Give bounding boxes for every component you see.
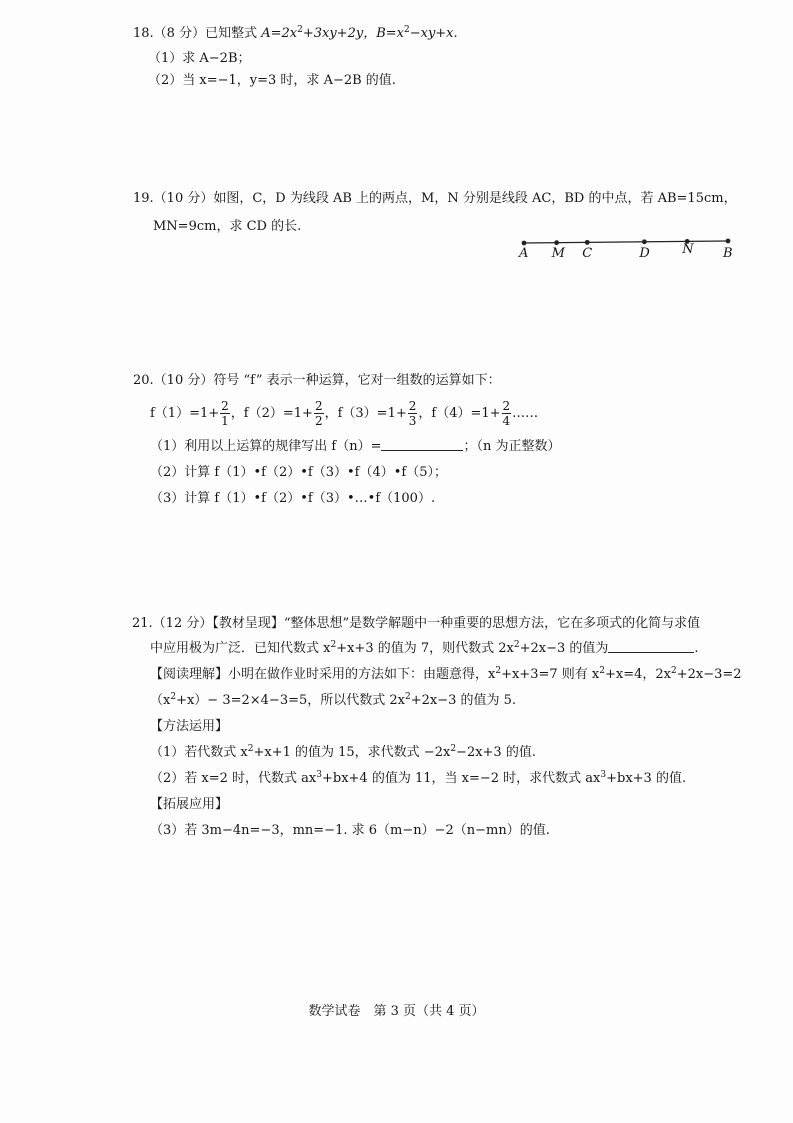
q21-method-heading: 【方法运用】 [150,719,229,734]
answer-blank[interactable] [381,438,463,451]
q18-header: 18.（8 分）已知整式 $A=2x^2+3xy+2y$，$B=x^2-xy+x$. [133,25,458,41]
q19-line1: 19.（10 分）如图，C，D 为线段 AB 上的两点，M，N 分别是线段 AC，BD 的中点，若 AB=15cm， [133,191,737,206]
point-m-label: M [551,246,565,261]
q21-extension-heading: 【拓展应用】 [150,797,229,812]
formula-lhs: f（3）=1+ [337,406,407,421]
q20-header: 20.（10 分）符号 “f” 表示一种运算，它对一组数的运算如下： [133,373,501,388]
q21-part2: （2）若 x=2 时，代数式 $ax^3+bx+4$ 的值为 11，当 x=−2 时，求代数式 $ax^3+bx+3$ 的值. [150,770,687,786]
q21-line2: 中应用极为广泛．已知代数式 $x^2+x+3$ 的值为 7，则代数式 $2x^2+2x-3$ 的值为 . [150,640,699,656]
fraction [502,399,512,428]
fraction [220,399,230,428]
point-c-dot [585,240,590,245]
separator: ， [418,406,432,421]
fraction-numerator: 2 [502,399,511,413]
separator: ， [324,406,338,421]
point-b-dot [726,239,731,244]
fraction-numerator: 2 [408,399,417,413]
q21-line1: 21.（12 分）【教材呈现】“整体思想”是数学解题中一种重要的思想方法，它在多项式的化简与求值 [132,616,701,631]
q21-part3: （3）若 3m−4n=−3，mn=−1. 求 6（m−n）−2（n−mn）的值. [150,823,550,838]
page-footer: 数学试卷 第 3 页（共 4 页） [308,1004,485,1019]
q18-part2: （2）当 x=−1，y=3 时，求 A−2B 的值. [148,73,396,88]
fraction-denominator: 3 [408,414,417,428]
fraction-numerator: 2 [221,399,229,413]
q20-formula-row [150,398,538,430]
ellipsis: …… [512,406,539,421]
q21-line3: 【阅读理解】小明在做作业时采用的方法如下：由题意得，$x^2+x+3=7$ 则有 $x^2+x=4$，$2x^2+2x-3=2$ [150,666,742,682]
point-d-label: D [639,246,650,261]
separator: ， [230,406,244,421]
fraction-numerator: 2 [314,399,323,413]
answer-blank-21[interactable] [608,640,694,653]
point-a-label: A [519,246,529,261]
fraction-denominator: 1 [221,414,229,428]
point-d-dot [642,239,647,244]
q20-part1: （1）利用以上运算的规律写出 f（n）= ；（n 为正整数） [150,439,561,454]
fraction [314,399,324,428]
q21-part1: （1）若代数式 $x^2+x+1$ 的值为 15，求代数式 $-2x^2-2x+3$ 的值. [150,744,536,760]
segment-diagram [520,236,734,264]
fraction-denominator: 2 [314,414,323,428]
point-a-dot [522,241,527,246]
point-m-dot [554,240,559,245]
q21-line4: $(x^2+x)- 3=2\times 4-3=5$，所以代数式 $2x^2+2x-3$ 的值为 5. [150,692,517,708]
formula-lhs: f（4）=1+ [431,406,501,421]
q20-part2: （2）计算 f（1）•f（2）•f（3）•f（4）•f（5）； [150,465,447,480]
fraction [408,399,418,428]
point-b-label: B [723,246,733,261]
point-n-label: N [682,242,694,257]
point-c-label: C [582,246,593,261]
q20-part3: （3）计算 f（1）•f（2）•f（3）•…•f（100）. [150,491,436,506]
formula-lhs: f（2）=1+ [243,406,313,421]
formula-lhs: f（1）=1+ [150,406,220,421]
q19-line2: MN=9cm，求 CD 的长. [153,219,302,234]
fraction-denominator: 4 [502,414,511,428]
q18-part1: （1）求 A−2B； [148,51,251,66]
